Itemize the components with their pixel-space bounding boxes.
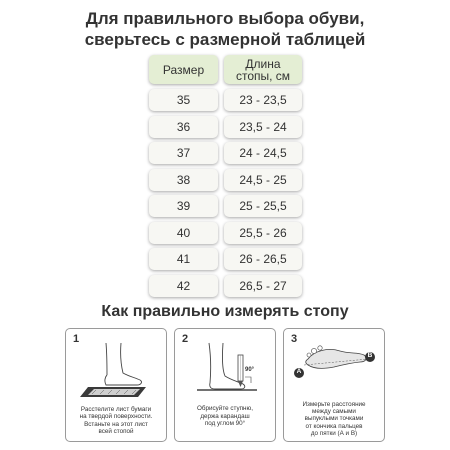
header-foot-length	[224, 55, 302, 84]
header-foot-length-line-1: Длина	[245, 56, 281, 71]
header-size: Размер	[149, 55, 218, 84]
length-cell: 26,5 - 27	[224, 275, 302, 297]
step-3-number: 3	[291, 333, 298, 345]
size-cell: 37	[149, 142, 218, 164]
step-2-number: 2	[182, 333, 189, 345]
step-1-line-3: Встаньте на этот лист	[84, 420, 148, 428]
length-cell: 23 - 23,5	[224, 89, 302, 111]
step-3-card	[283, 328, 385, 442]
step-2-description	[177, 405, 273, 427]
table-row	[149, 195, 302, 217]
size-cell: 38	[149, 169, 218, 191]
size-cell: 36	[149, 116, 218, 138]
step-3-line-4: от кончика пальцев	[305, 422, 363, 430]
header-foot-length-line-2: стопы, см	[235, 68, 291, 83]
step-2-line-1: Обрисуйте ступню,	[196, 405, 253, 413]
size-cell: 41	[149, 248, 218, 270]
instruction-steps	[65, 328, 385, 442]
table-row	[149, 275, 302, 297]
size-table	[149, 55, 302, 301]
step-2-line-3: под углом 90°	[204, 419, 246, 427]
title-line-1: Для правильного выбора обуви,	[85, 9, 365, 28]
table-row	[149, 89, 302, 111]
length-cell: 25,5 - 26	[224, 222, 302, 244]
angle-label: 90°	[245, 367, 255, 373]
table-row	[149, 142, 302, 164]
step-1-card	[65, 328, 167, 442]
step-1-description	[68, 406, 164, 435]
step-1-line-2: на твердой поверхности.	[79, 413, 153, 421]
step-3-line-1: Измерьте расстояние	[302, 400, 366, 408]
point-b-label: B	[367, 352, 373, 359]
length-cell: 25 - 25,5	[224, 195, 302, 217]
size-cell: 40	[149, 222, 218, 244]
step-1-line-1: Расстелите лист бумаги	[80, 406, 152, 414]
length-cell: 23,5 - 24	[224, 116, 302, 138]
step-3-line-5: до пятки (А и В)	[310, 429, 358, 437]
table-row	[149, 116, 302, 138]
length-cell: 26 - 26,5	[224, 248, 302, 270]
step-3-description	[286, 401, 382, 437]
page-title	[0, 8, 450, 50]
step-3-line-3: выпуклыми точками	[304, 415, 364, 423]
step-2-card	[174, 328, 276, 442]
table-row	[149, 248, 302, 270]
step-1-line-4: всей стопой	[98, 427, 134, 435]
size-cell: 39	[149, 195, 218, 217]
table-row	[149, 222, 302, 244]
step-1-number: 1	[73, 333, 80, 345]
step-3-line-2: между самыми	[312, 408, 356, 416]
instructions-heading: Как правильно измерять стопу	[101, 303, 349, 320]
length-cell: 24 - 24,5	[224, 142, 302, 164]
step-2-line-2: держа карандаш	[200, 412, 250, 420]
table-body	[149, 89, 302, 297]
size-cell: 35	[149, 89, 218, 111]
point-a-label: A	[296, 368, 302, 375]
size-cell: 42	[149, 275, 218, 297]
table-row	[149, 169, 302, 191]
title-line-2: сверьтесь с размерной таблицей	[84, 30, 366, 49]
table-header	[149, 55, 302, 84]
length-cell: 24,5 - 25	[224, 169, 302, 191]
